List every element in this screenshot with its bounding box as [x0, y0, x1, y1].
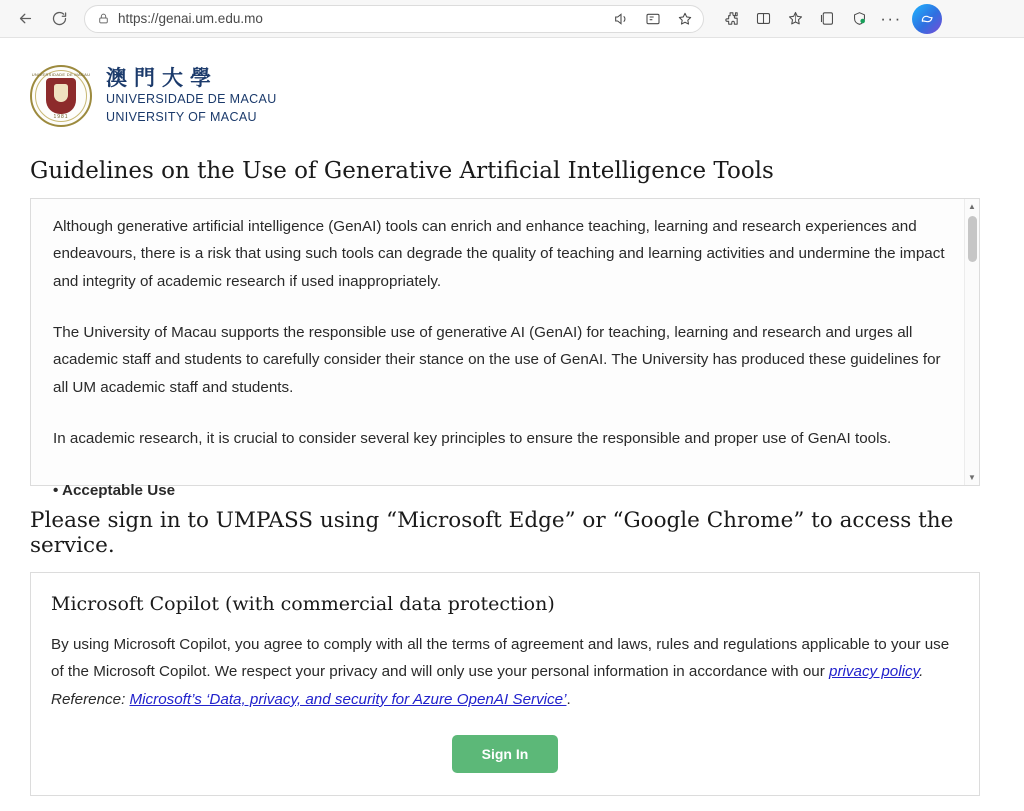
copilot-icon[interactable] [912, 4, 942, 34]
back-button[interactable] [10, 4, 40, 34]
wordmark-portuguese: UNIVERSIDADE DE MACAU [106, 92, 277, 107]
address-bar[interactable] [84, 5, 704, 33]
guidelines-scrollbar[interactable] [964, 199, 979, 485]
page-content [0, 38, 1010, 796]
immersive-reader-icon[interactable] [641, 7, 665, 31]
copilot-card-body [51, 631, 959, 713]
azure-openai-reference-link[interactable]: Microsoft’s ‘Data, privacy, and security for Azure OpenAI Service’ [129, 690, 567, 708]
page-title: Guidelines on the Use of Generative Artificial Intelligence Tools [30, 158, 774, 184]
lock-icon [97, 12, 110, 25]
guidelines-panel[interactable] [30, 198, 980, 499]
copilot-card-title: Microsoft Copilot (with commercial data protection) [51, 593, 555, 615]
favorites-icon[interactable] [780, 4, 810, 34]
browser-toolbar [0, 0, 1024, 38]
read-aloud-icon[interactable] [609, 7, 633, 31]
wordmark-chinese: 澳門大學 [106, 66, 218, 91]
scroll-down-icon[interactable]: ▼ [968, 473, 976, 482]
browser-essentials-icon[interactable] [844, 4, 874, 34]
toolbar-actions [716, 4, 942, 34]
privacy-policy-link[interactable]: privacy policy [829, 663, 920, 681]
guidelines-paragraph: In academic research, it is crucial to consider several key principles to ensure the responsible and proper use of GenAI tools. [53, 430, 892, 448]
card-body-part3: . [566, 690, 571, 708]
scrollbar-thumb[interactable] [968, 216, 977, 262]
sign-in-button[interactable]: Sign In [452, 735, 559, 773]
wordmark-english: UNIVERSITY OF MACAU [106, 110, 257, 125]
collections-icon[interactable] [812, 4, 842, 34]
extensions-icon[interactable] [716, 4, 746, 34]
split-screen-icon[interactable] [748, 4, 778, 34]
more-options-icon[interactable]: ··· [880, 9, 902, 28]
guidelines-text [31, 199, 979, 499]
scroll-up-icon[interactable]: ▲ [968, 202, 976, 211]
guidelines-paragraph: The University of Macau supports the responsible use of generative AI (GenAI) for teaching, learning and research and urges all academic staff and students to carefully consider their stance on the use of GenAI. The University has produced these guidelines for all UM academic staff and students. [53, 324, 941, 396]
copilot-card [30, 572, 980, 796]
university-wordmark [106, 66, 277, 125]
star-icon[interactable] [673, 7, 697, 31]
crest-bottom-text: 1981 [53, 114, 69, 120]
guidelines-paragraph: Although generative artificial intelligence (GenAI) tools can enrich and enhance teaching, learning and research experiences and endeavours, there is a risk that using such tools can degrade the quality of teaching and learning activities and undermine the impact and integrity of academic research if used inappropriately. [53, 218, 945, 290]
card-body-part2: . Reference: [51, 663, 924, 708]
university-logo [30, 60, 980, 132]
card-body-part1: By using Microsoft Copilot, you agree to comply with all the terms of agreement and laws, rules and regulations applicable to your use of the Microsoft Copilot. We respect your privacy and will only use your personal information in accordance with our [51, 636, 950, 681]
signin-button-row [51, 735, 959, 773]
signin-heading: Please sign in to UMPASS using “Microsoft Edge” or “Google Chrome” to access the service. [30, 508, 954, 558]
refresh-button[interactable] [44, 4, 74, 34]
crest-top-text: UNIVERSIDADE DE MACAU [31, 72, 91, 77]
guidelines-bullet-heading: • Acceptable Use [53, 481, 176, 499]
university-crest-icon [30, 65, 92, 127]
page-viewport [0, 38, 1010, 811]
url-text: https://genai.um.edu.mo [118, 11, 263, 26]
